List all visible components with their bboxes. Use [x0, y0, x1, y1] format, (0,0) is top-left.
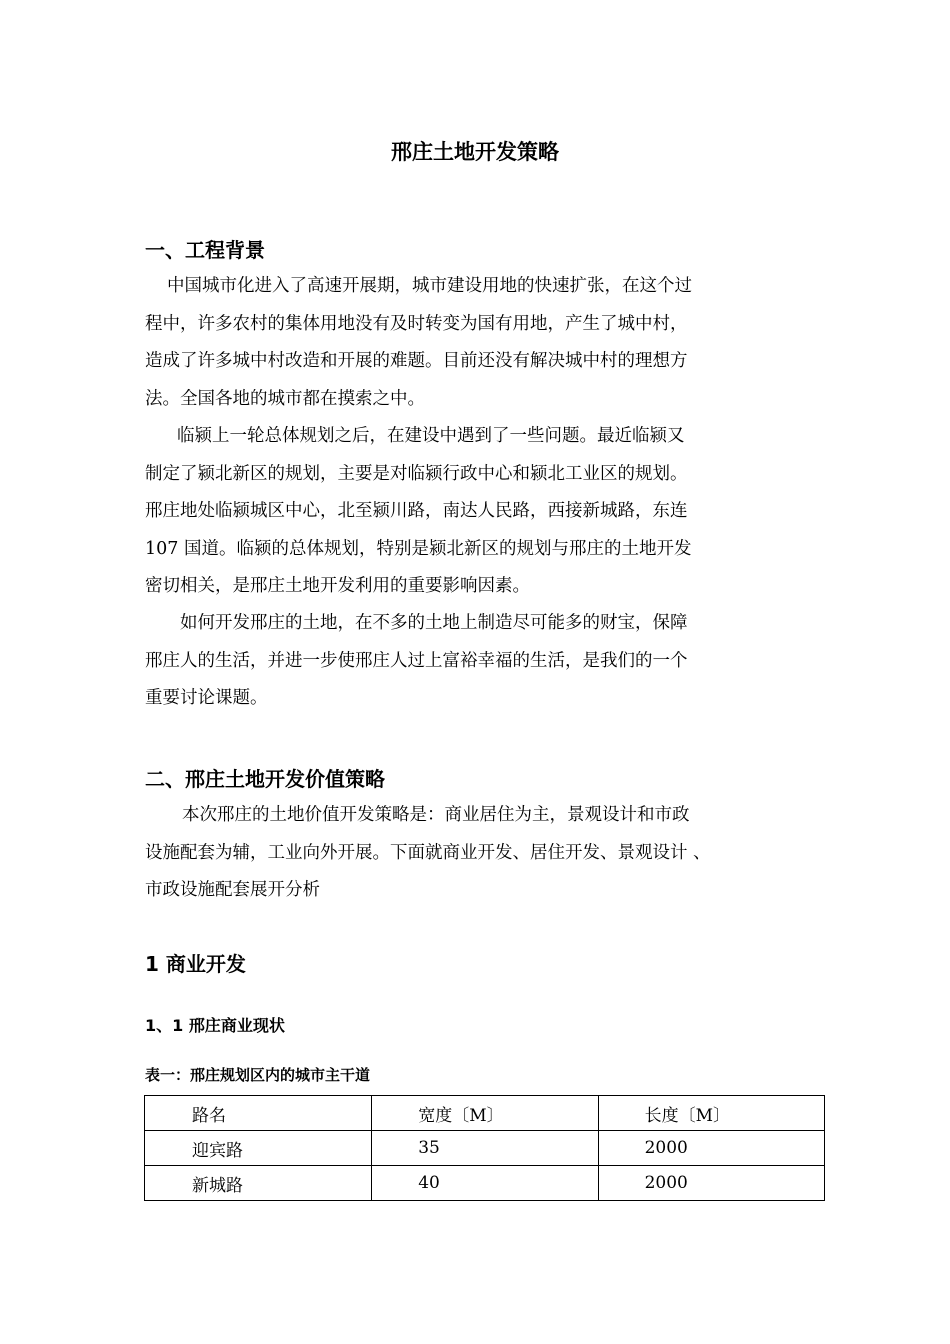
- table-cell: 35: [372, 1131, 598, 1166]
- text-line: 邢庄人的生活，并进一步使邢庄人过上富裕幸福的生活，是我们的一个: [145, 650, 688, 671]
- roads-table: [144, 1095, 825, 1201]
- table-header-cell: 路名: [145, 1096, 372, 1131]
- text-line: 如何开发邢庄的土地，在不多的土地上制造尽可能多的财宝，保障: [180, 613, 688, 633]
- text-line: 重要讨论课题。: [145, 688, 268, 708]
- subsubsection-heading-commercial-status: 1、1 邢庄商业现状: [145, 1016, 285, 1035]
- table-row: [145, 1166, 825, 1201]
- table-header-cell: 长度〔M〕: [598, 1096, 824, 1131]
- text-line: 设施配套为辅，工业向外开展。下面就商业开发、居住开发、景观设计 、: [145, 842, 711, 863]
- paragraph-background-2: [145, 418, 821, 606]
- text-line: 程中，许多农村的集体用地没有及时转变为国有用地，产生了城中村，: [145, 313, 688, 334]
- subsection-heading-commercial: 1 商业开发: [145, 952, 246, 976]
- section-heading-background: 一、工程背景: [145, 238, 265, 262]
- paragraph-value-strategy: [145, 797, 821, 910]
- table-caption: 表一：邢庄规划区内的城市主干道: [145, 1066, 371, 1084]
- text-line: 法。全国各地的城市都在摸索之中。: [145, 388, 425, 409]
- text-line: 邢庄地处临颍城区中心，北至颍川路，南达人民路，西接新城路，东连: [145, 501, 688, 521]
- table-header-cell: 宽度〔M〕: [372, 1096, 598, 1131]
- text-line: 本次邢庄的土地价值开发策略是：商业居住为主，景观设计和市政: [182, 805, 690, 825]
- table-cell: 迎宾路: [145, 1131, 372, 1166]
- document-title: 邢庄土地开发策略: [391, 140, 559, 164]
- paragraph-background-1: [145, 268, 821, 418]
- table-cell: 2000: [598, 1166, 824, 1201]
- text-line: 临颍上一轮总体规划之后，在建设中遇到了一些问题。最近临颍又: [177, 426, 685, 446]
- table-row: [145, 1131, 825, 1166]
- section-heading-value-strategy: 二、邢庄土地开发价值策略: [145, 767, 385, 791]
- table-cell: 2000: [598, 1131, 824, 1166]
- text-line: 制定了颍北新区的规划，主要是对临颍行政中心和颍北工业区的规划。: [145, 463, 688, 484]
- text-line: 市政设施配套展开分析: [145, 880, 320, 900]
- text-line: 造成了许多城中村改造和开展的难题。目前还没有解决城中村的理想方: [145, 351, 688, 371]
- table-cell: 40: [372, 1166, 598, 1201]
- table-cell: 新城路: [145, 1166, 372, 1201]
- table-header-row: [145, 1096, 825, 1131]
- text-line: 107 国道。临颍的总体规划，特别是颍北新区的规划与邢庄的土地开发: [145, 538, 692, 559]
- text-line: 中国城市化进入了高速开展期，城市建设用地的快速扩张，在这个过: [167, 276, 692, 296]
- text-line: 密切相关，是邢庄土地开发利用的重要影响因素。: [145, 576, 530, 596]
- paragraph-background-3: [145, 605, 821, 718]
